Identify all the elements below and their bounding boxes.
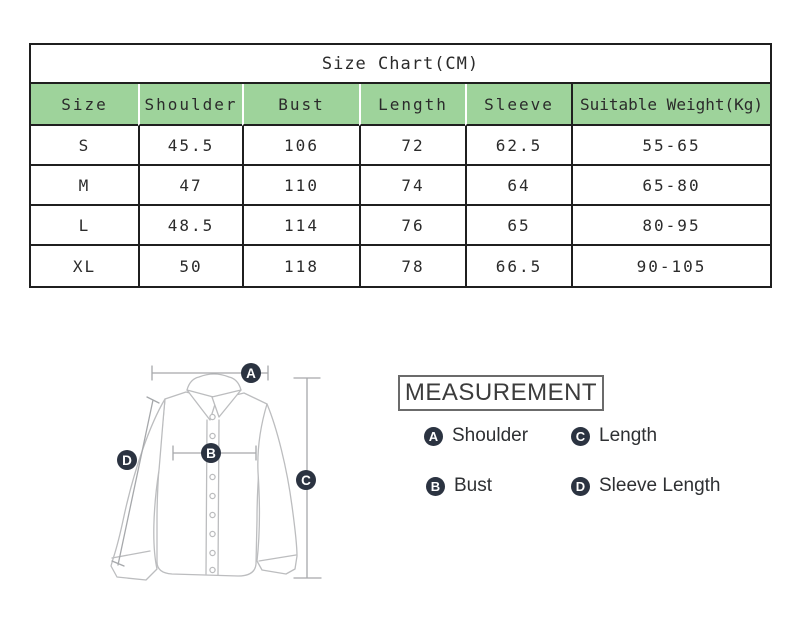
cell-bust-xl: 118 (242, 246, 359, 286)
diagram-badge-d-letter: D (122, 453, 132, 468)
cell-size-m: M (31, 166, 138, 206)
cell-size-xl: XL (72, 256, 97, 276)
diagram-badge-c-letter: C (301, 473, 311, 488)
legend-item-length (571, 425, 657, 447)
cell-shoulder-s: 45.5 (138, 126, 242, 166)
column-header-bust: Bust (242, 84, 359, 126)
diagram-badge-b (201, 443, 221, 463)
shirt-right-sleeve (257, 404, 297, 574)
legend-badge-d: D (571, 477, 590, 496)
cell-weight-xl: 90-105 (571, 246, 770, 286)
cell-bust-m: 110 (242, 166, 359, 206)
legend-item-bust (426, 475, 492, 497)
cell-weight-m: 65-80 (571, 166, 770, 206)
measurement-title: MEASUREMENT (404, 379, 598, 406)
diagram-badge-b-letter: B (206, 446, 216, 461)
diagram-badge-a (241, 363, 261, 383)
column-header-shoulder: Shoulder (138, 84, 242, 126)
cell-sleeve-m: 64 (465, 166, 571, 206)
cell-length-xl: 78 (359, 246, 465, 286)
legend-label-shoulder: Shoulder (452, 425, 529, 446)
cell-bust-l: 114 (242, 206, 359, 246)
cell-bust-s: 106 (242, 126, 359, 166)
cell-size-l: L (31, 206, 138, 246)
cell-length-s: 72 (359, 126, 465, 166)
column-header-length: Length (359, 84, 465, 126)
cell-sleeve-s: 62.5 (465, 126, 571, 166)
shirt-illustration (111, 374, 297, 580)
cell-weight-l: 80-95 (571, 206, 770, 246)
cell-size-s: S (31, 126, 138, 166)
cell-length-l: 76 (359, 206, 465, 246)
column-header-sleeve: Sleeve (465, 84, 571, 126)
legend-label-length: Length (599, 425, 658, 446)
legend-item-sleeve-length (571, 475, 721, 497)
legend-item-shoulder (424, 425, 528, 447)
legend-badge-b: B (426, 477, 445, 496)
cell-shoulder-m: 47 (138, 166, 242, 206)
column-header-size: Size (31, 84, 138, 126)
diagram-badge-c (296, 470, 316, 490)
diagram-badge-a-letter: A (246, 366, 256, 381)
cell-weight-s: 55-65 (571, 126, 770, 166)
cell-sleeve-xl: 66.5 (465, 246, 571, 286)
legend-label-sleeve-length: Sleeve Length (599, 475, 721, 496)
diagram-badge-d (117, 450, 137, 470)
size-chart-title: Size Chart(CM) (31, 45, 770, 84)
shirt-collar-band (187, 374, 241, 390)
legend-badge-c: C (571, 427, 590, 446)
cell-shoulder-l: 48.5 (138, 206, 242, 246)
cell-length-m: 74 (359, 166, 465, 206)
legend-badge-a: A (424, 427, 443, 446)
column-header-weight: Suitable Weight(Kg) (571, 84, 770, 126)
cell-sleeve-l: 65 (465, 206, 571, 246)
legend-label-bust: Bust (454, 475, 493, 496)
cell-shoulder-xl: 50 (138, 246, 242, 286)
measurement-title-box (398, 375, 604, 411)
